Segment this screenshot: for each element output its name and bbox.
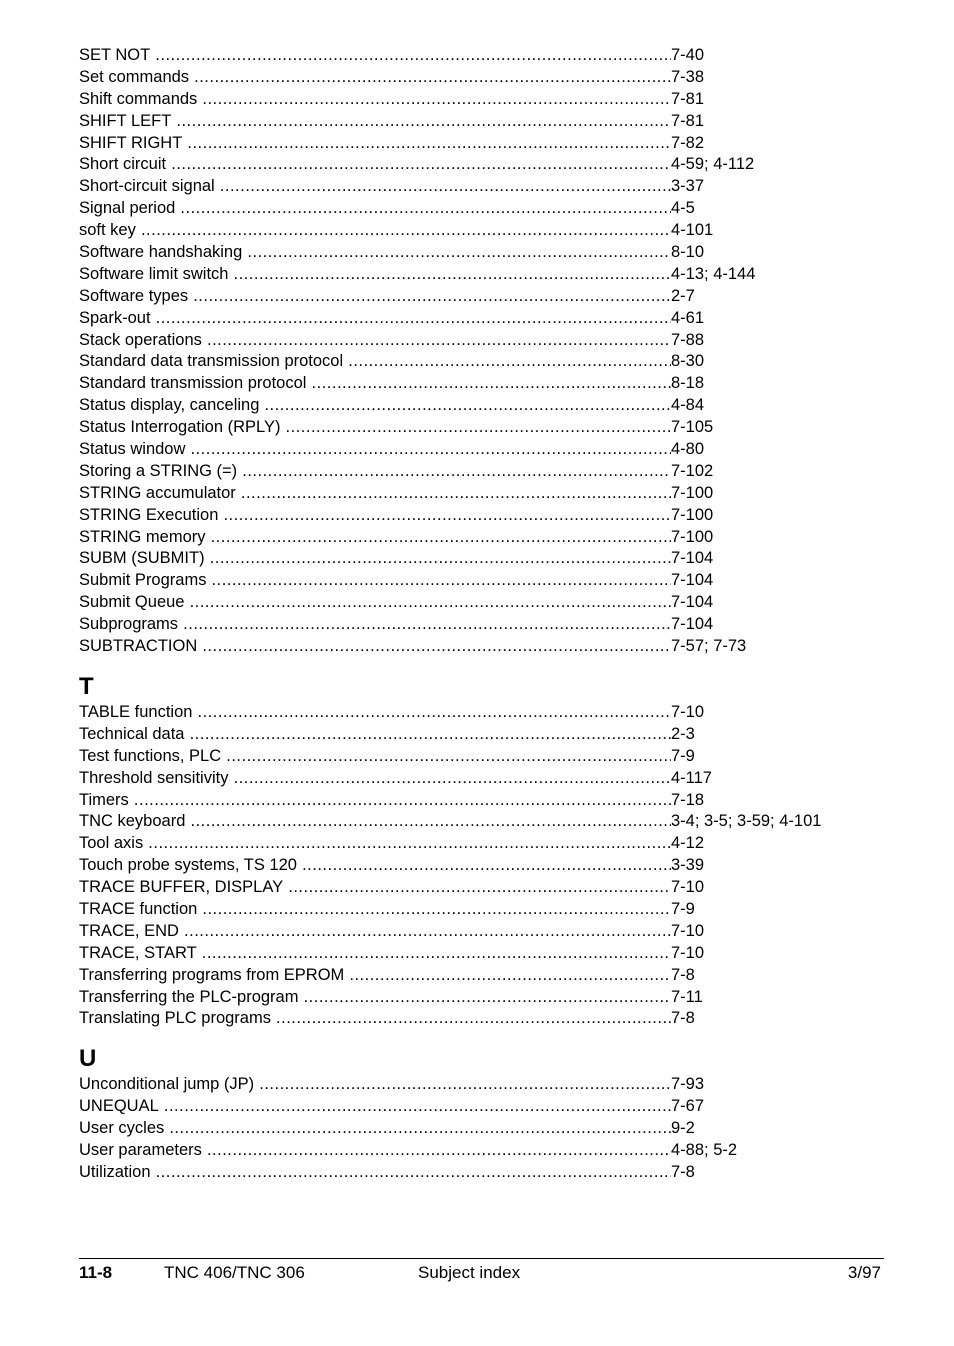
index-entry — [79, 614, 884, 636]
index-page-ref: 7-104 — [671, 571, 714, 590]
index-page-ref: 4-88; 5-2 — [671, 1140, 738, 1159]
index-page-ref: 4-61 — [671, 308, 705, 327]
index-entry — [79, 921, 884, 943]
index-term: TRACE, START ..... — [79, 943, 671, 965]
index-entry — [79, 1162, 884, 1184]
index-entry — [79, 811, 884, 833]
index-page-ref: 7-40 — [671, 46, 705, 64]
index-page-ref: 4-13; 4-144 — [671, 264, 756, 283]
index-entry — [79, 154, 884, 176]
index-entry — [79, 45, 884, 67]
index-entry — [79, 877, 884, 899]
index-entry — [79, 702, 884, 724]
section-letter: T — [79, 672, 94, 700]
index-page-ref: 7-104 — [671, 615, 714, 634]
index-entry — [79, 1118, 884, 1140]
footer-section: Subject index — [418, 1263, 521, 1282]
index-term: STRING accumulator ..... — [79, 483, 671, 505]
index-entry — [79, 790, 884, 812]
index-term: Software handshaking ..... — [79, 242, 671, 264]
index-term: Touch probe systems, TS 120 ..... — [79, 855, 671, 877]
index-term: Translating PLC programs ..... — [79, 1008, 671, 1030]
index-term: STRING Execution ..... — [79, 505, 671, 527]
index-page-ref: 3-37 — [671, 177, 705, 196]
index-page-ref: 9-2 — [671, 1119, 695, 1138]
index-term: Transferring programs from EPROM ..... — [79, 965, 671, 987]
index-term: Stack operations ..... — [79, 330, 671, 352]
index-term: Tool axis ..... — [79, 833, 671, 855]
index-page-ref: 7-67 — [671, 1097, 705, 1116]
index-term: Standard data transmission protocol ..... — [79, 351, 671, 373]
index-entry — [79, 1140, 884, 1162]
index-page-ref: 3-4; 3-5; 3-59; 4-101 — [671, 812, 822, 831]
index-page-ref: 7-81 — [671, 111, 705, 130]
index-term: Short circuit ..... — [79, 154, 671, 176]
footer-date: 3/97 — [847, 1263, 881, 1282]
index-page-ref: 4-80 — [671, 440, 705, 459]
index-page-ref: 7-88 — [671, 330, 705, 349]
index-term: SHIFT LEFT ..... — [79, 111, 671, 133]
index-entry — [79, 395, 884, 417]
index-page-ref: 7-11 — [671, 987, 703, 1006]
index-term: Standard transmission protocol ..... — [79, 373, 671, 395]
index-page-ref: 7-9 — [671, 899, 695, 918]
index-page-ref: 7-100 — [671, 483, 714, 502]
index-page-ref: 7-102 — [671, 461, 714, 480]
index-page-ref: 3-39 — [671, 856, 705, 875]
index-entry — [79, 1074, 884, 1096]
footer-page-number: 11-8 — [79, 1263, 113, 1282]
index-term: TABLE function ..... — [79, 702, 671, 724]
index-entry — [79, 855, 884, 877]
index-page-ref: 2-3 — [671, 724, 695, 743]
index-term: Subprograms ..... — [79, 614, 671, 636]
index-entry — [79, 1096, 884, 1118]
index-term: Unconditional jump (JP) ..... — [79, 1074, 671, 1096]
index-page-ref: 4-101 — [671, 221, 714, 240]
index-page-ref: 7-10 — [671, 921, 705, 940]
section-letter: U — [79, 1045, 97, 1073]
index-entry — [79, 351, 884, 373]
index-entry — [79, 133, 884, 155]
index-term: STRING memory ..... — [79, 527, 671, 549]
index-page-ref: 7-10 — [671, 702, 705, 721]
index-entry — [79, 527, 884, 549]
index-page-ref: 8-18 — [671, 374, 705, 393]
index-page-ref: 4-117 — [671, 768, 712, 787]
index-page-ref: 7-104 — [671, 549, 714, 568]
index-entry — [79, 461, 884, 483]
index-term: Software types ..... — [79, 286, 671, 308]
index-term: Spark-out ..... — [79, 308, 671, 330]
index-entry — [79, 220, 884, 242]
index-entry — [79, 198, 884, 220]
index-entry — [79, 505, 884, 527]
index-entry — [79, 592, 884, 614]
index-term: TNC keyboard ..... — [79, 811, 671, 833]
index-term: Set commands ..... — [79, 67, 671, 89]
index-page-ref: 7-81 — [671, 89, 705, 108]
index-entry — [79, 987, 884, 1009]
index-page-ref: 7-18 — [671, 790, 705, 809]
index-term: Transferring the PLC-program ..... — [79, 987, 671, 1009]
index-entry — [79, 483, 884, 505]
index-page-ref: 7-104 — [671, 593, 714, 612]
index-term: SHIFT RIGHT ..... — [79, 133, 671, 155]
index-term: SET NOT ..... — [79, 45, 671, 67]
index-entry — [79, 768, 884, 790]
index-entry — [79, 111, 884, 133]
index-entry — [79, 439, 884, 461]
index-term: Test functions, PLC ..... — [79, 746, 671, 768]
index-term: SUBTRACTION ..... — [79, 636, 671, 658]
index-term: Threshold sensitivity ..... — [79, 768, 671, 790]
index-entry — [79, 570, 884, 592]
index-term: User parameters ..... — [79, 1140, 671, 1162]
index-page-ref: 7-93 — [671, 1075, 705, 1094]
index-entry — [79, 286, 884, 308]
index-entry — [79, 67, 884, 89]
index-term: Status Interrogation (RPLY) ..... — [79, 417, 671, 439]
index-term: Storing a STRING (=) ..... — [79, 461, 671, 483]
index-term: TRACE function ..... — [79, 899, 671, 921]
index-page-ref: 7-8 — [671, 1009, 695, 1028]
index-term: Submit Programs ..... — [79, 570, 671, 592]
index-entry — [79, 242, 884, 264]
index-term: Status display, canceling ..... — [79, 395, 671, 417]
subject-index — [79, 45, 884, 1184]
index-entry — [79, 833, 884, 855]
index-entry — [79, 330, 884, 352]
index-term: Signal period ..... — [79, 198, 671, 220]
index-page-ref: 7-100 — [671, 527, 714, 546]
index-term: UNEQUAL ..... — [79, 1096, 671, 1118]
index-page-ref: 4-12 — [671, 834, 705, 853]
index-term: Status window ..... — [79, 439, 671, 461]
index-page-ref: 7-38 — [671, 67, 705, 86]
index-page-ref: 8-10 — [671, 243, 705, 262]
index-page-ref: 4-59; 4-112 — [671, 155, 755, 174]
index-term: Shift commands ..... — [79, 89, 671, 111]
index-term: Utilization ..... — [79, 1162, 671, 1184]
index-entry — [79, 89, 884, 111]
index-page-ref: 7-82 — [671, 133, 705, 152]
index-page-ref: 7-100 — [671, 505, 714, 524]
index-page-ref: 7-9 — [671, 746, 695, 765]
index-term: User cycles ..... — [79, 1118, 671, 1140]
index-term: Submit Queue ..... — [79, 592, 671, 614]
index-page-ref: 7-57; 7-73 — [671, 637, 747, 656]
index-term: Technical data ..... — [79, 724, 671, 746]
page-footer — [79, 1258, 884, 1289]
index-term: soft key ..... — [79, 220, 671, 242]
index-page-ref: 7-8 — [671, 965, 695, 984]
index-entry — [79, 264, 884, 286]
index-term: SUBM (SUBMIT) ..... — [79, 548, 671, 570]
index-term: Software limit switch ..... — [79, 264, 671, 286]
index-term: Timers ..... — [79, 790, 671, 812]
index-entry — [79, 899, 884, 921]
index-entry — [79, 548, 884, 570]
footer-model: TNC 406/TNC 306 — [164, 1263, 305, 1282]
index-entry — [79, 965, 884, 987]
index-page-ref: 7-105 — [671, 418, 714, 437]
index-entry — [79, 636, 884, 658]
index-entry — [79, 1008, 884, 1030]
index-entry — [79, 417, 884, 439]
index-page-ref: 4-5 — [671, 199, 695, 218]
index-page-ref: 4-84 — [671, 396, 705, 415]
index-entry — [79, 746, 884, 768]
index-page-ref: 8-30 — [671, 352, 705, 371]
index-entry — [79, 724, 884, 746]
index-entry — [79, 943, 884, 965]
index-page-ref: 7-10 — [671, 943, 705, 962]
index-entry — [79, 308, 884, 330]
index-term: Short-circuit signal ..... — [79, 176, 671, 198]
index-page-ref: 2-7 — [671, 286, 695, 305]
index-entry — [79, 176, 884, 198]
index-term: TRACE BUFFER, DISPLAY ..... — [79, 877, 671, 899]
index-term: TRACE, END ..... — [79, 921, 671, 943]
index-entry — [79, 373, 884, 395]
index-page-ref: 7-10 — [671, 878, 705, 897]
index-page-ref: 7-8 — [671, 1162, 695, 1181]
